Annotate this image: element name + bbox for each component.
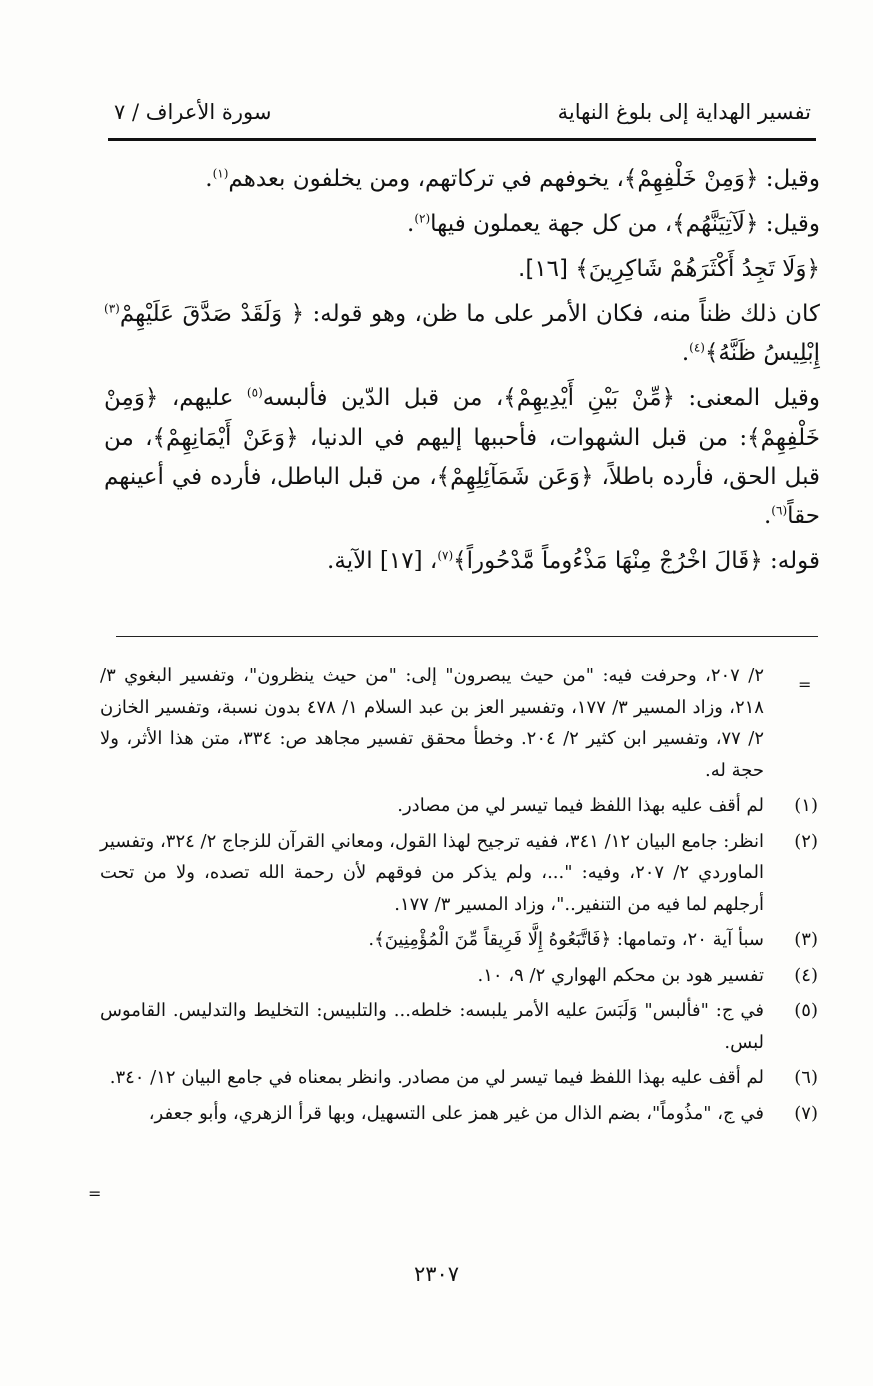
footnote-ref-7: (٧) xyxy=(437,548,454,563)
paragraph-4-text-b: إِبْلِيسُ ظَنَّهُ﴾ xyxy=(704,340,820,367)
paragraph-6-text-a: قوله: ﴿قَالَ اخْرُجْ مِنْهَا مَذْءُوماً مَّدْحُوراً﴾ xyxy=(453,547,820,574)
footnote-ref-3: (٣) xyxy=(104,301,120,316)
paragraph-4-text-a: كان ذلك ظناً منه، فكان الأمر على ما ظن، وهو قوله: ﴿ وَلَقَدْ صَدَّقَ عَلَيْهِمْ xyxy=(119,301,820,328)
paragraph-1-text: وقيل: ﴿وَمِنْ خَلْفِهِمْ﴾، يخوفهم في تركاتهم، ومن يخلفون بعدهم xyxy=(228,166,820,192)
footnote-6 xyxy=(100,1062,818,1094)
paragraph-2-text: وقيل: ﴿لَآتِيَنَّهُم﴾، من كل جهة يعملون فيها xyxy=(430,211,820,238)
footnote-3 xyxy=(100,924,818,956)
paragraph-5: وقيل المعنى: ﴿مِّنْ بَيْنِ أَيْدِيهِمْ﴾، من قبل الدّين فألبسه$^{(٥)}$ عليهم، ﴿وَمِنْ خَلْفِهِمْ﴾: من قبل الشهوات، فأحببها إليهم في الدنيا، ﴿وَعَنْ أَيْمَانِهِمْ﴾، من قبل الحق، فأرده باطلاً، ﴿وَعَن شَمَآئِلِهِمْ﴾، من قبل الباطل، فأرده في أعينهم حقاً$^{(٦)}$. xyxy=(104,385,820,529)
footnote-number: (٤) xyxy=(794,964,818,986)
footnote-5 xyxy=(100,995,818,1058)
main-text xyxy=(104,160,820,587)
paragraph-6 xyxy=(104,542,820,581)
footnote-2 xyxy=(100,826,818,921)
continuation-mark: = xyxy=(798,675,812,694)
footnote-ref-1: (١) xyxy=(212,166,229,181)
paragraph-2: وقيل: ﴿لَآتِيَنَّهُم﴾، من كل جهة يعملون فيها$^{(٢)}$. xyxy=(407,211,820,238)
footnote-number: (٧) xyxy=(794,1102,818,1124)
paragraph-6-text-b: ، [١٧] الآية. xyxy=(327,547,438,574)
page-number: ٢٣٠٧ xyxy=(413,1262,460,1286)
continuation-mark-bottom: = xyxy=(88,1184,102,1203)
paragraph-4: كان ذلك ظناً منه، فكان الأمر على ما ظن، وهو قوله: ﴿ وَلَقَدْ صَدَّقَ عَلَيْهِمْ$^{(٣)}$ إِبْلِيسُ ظَنَّهُ﴾$^{(٤)}$. xyxy=(104,301,820,367)
footnotes xyxy=(100,660,818,1133)
footnote-ref-5: (٥) xyxy=(246,385,263,400)
footnote-text: تفسير هود بن محكم الهواري ٢/ ٩، ١٠. xyxy=(477,964,764,986)
paragraph-5-text-b: عليهم، ﴿وَمِنْ خَلْفِهِمْ﴾: من قبل الشهوات، فأحببها إليهم في الدنيا، ﴿وَعَنْ أَيْمَانِهِمْ﴾، من قبل الحق، فأرده باطلاً، ﴿وَعَن شَمَآئِلِهِمْ﴾، من قبل الباطل، فأرده في أعينهم حقاً xyxy=(104,385,820,529)
footnote-text: سبأ آية ٢٠، وتمامها: ﴿فَاتَّبَعُوهُ إِلَّا فَرِيقاً مِّنَ الْمُؤْمِنِينَ﴾. xyxy=(368,929,764,950)
footnote-ref-6: (٦) xyxy=(771,503,788,518)
footnote-text: لم أقف عليه بهذا اللفظ فيما تيسر لي من مصادر. xyxy=(397,795,764,816)
footnote-number: (٥) xyxy=(794,1000,818,1021)
footnote-text: في ج، "مذُوماً"، بضم الذال من غير همز على التسهيل، وبها قرأ الزهري، وأبو جعفر، xyxy=(148,1102,764,1124)
header-divider xyxy=(108,138,816,141)
footnote-continuation-text: ٢/ ٢٠٧، وحرفت فيه: "من حيث يبصرون" إلى: "من حيث ينظرون"، وتفسير البغوي ٣/ ٢١٨، وزاد المسير ٣/ ١٧٧، وتفسير العز بن عبد السلام ١/ ٤٧٨ بدون نسبة، وتفسير الخازن ٢/ ٧٧، وتفسير ابن كثير ٢/ ٢٠٤. وخطأ محقق تفسير مجاهد ص: ٣٣٤، متن هذا الأثر، ولا حجة له. xyxy=(100,665,764,781)
footnote-number: (٣) xyxy=(794,929,818,950)
paragraph-3 xyxy=(104,250,820,289)
footnote-number: (٦) xyxy=(794,1067,818,1088)
paragraph-1: وقيل: ﴿وَمِنْ خَلْفِهِمْ﴾، يخوفهم في تركاتهم، ومن يخلفون بعدهم$^{(١)}$. xyxy=(205,166,820,192)
paragraph-5-text-a: وقيل المعنى: ﴿مِّنْ بَيْنِ أَيْدِيهِمْ﴾، من قبل الدّين فألبسه xyxy=(262,385,820,412)
footnote-ref-4: (٤) xyxy=(689,340,705,355)
footnote-continuation xyxy=(100,660,818,786)
footnote-number: (١) xyxy=(794,795,818,816)
footnote-7 xyxy=(100,1098,818,1130)
verse-16: ﴿وَلَا تَجِدُ أَكْثَرَهُمْ شَاكِرِينَ﴾ [١٦]. xyxy=(518,256,820,283)
header-surah-page: سورة الأعراف / ٧ xyxy=(114,100,272,124)
footnote-number: (٢) xyxy=(794,830,818,852)
header-book-title: تفسير الهداية إلى بلوغ النهاية xyxy=(557,100,811,124)
footnote-text: انظر: جامع البيان ١٢/ ٣٤١، ففيه ترجيح لهذا القول، ومعاني القرآن للزجاج ٢/ ٣٢٤، وتفسير الماوردي ٢/ ٢٠٧، وفيه: "...، ولم يذكر من فوقهم لأن رحمة الله تصده، ولا من تحت أرجلهم لما فيه من التنفير.."، وزاد المسير ٣/ ١٧٧. xyxy=(100,830,764,915)
footnote-1 xyxy=(100,790,818,822)
footnote-ref-2: (٢) xyxy=(414,211,431,226)
footnote-4 xyxy=(100,960,818,992)
footnote-divider xyxy=(116,636,818,637)
footnote-text: في ج: "فألبس" وَلَبَسَ عليه الأمر يلبسه: خلطه... والتلبيس: التخليط والتدليس. القاموس لبس. xyxy=(100,1000,764,1053)
footnote-text: لم أقف عليه بهذا اللفظ فيما تيسر لي من مصادر. وانظر بمعناه في جامع البيان ١٢/ ٣٤٠. xyxy=(109,1067,764,1088)
